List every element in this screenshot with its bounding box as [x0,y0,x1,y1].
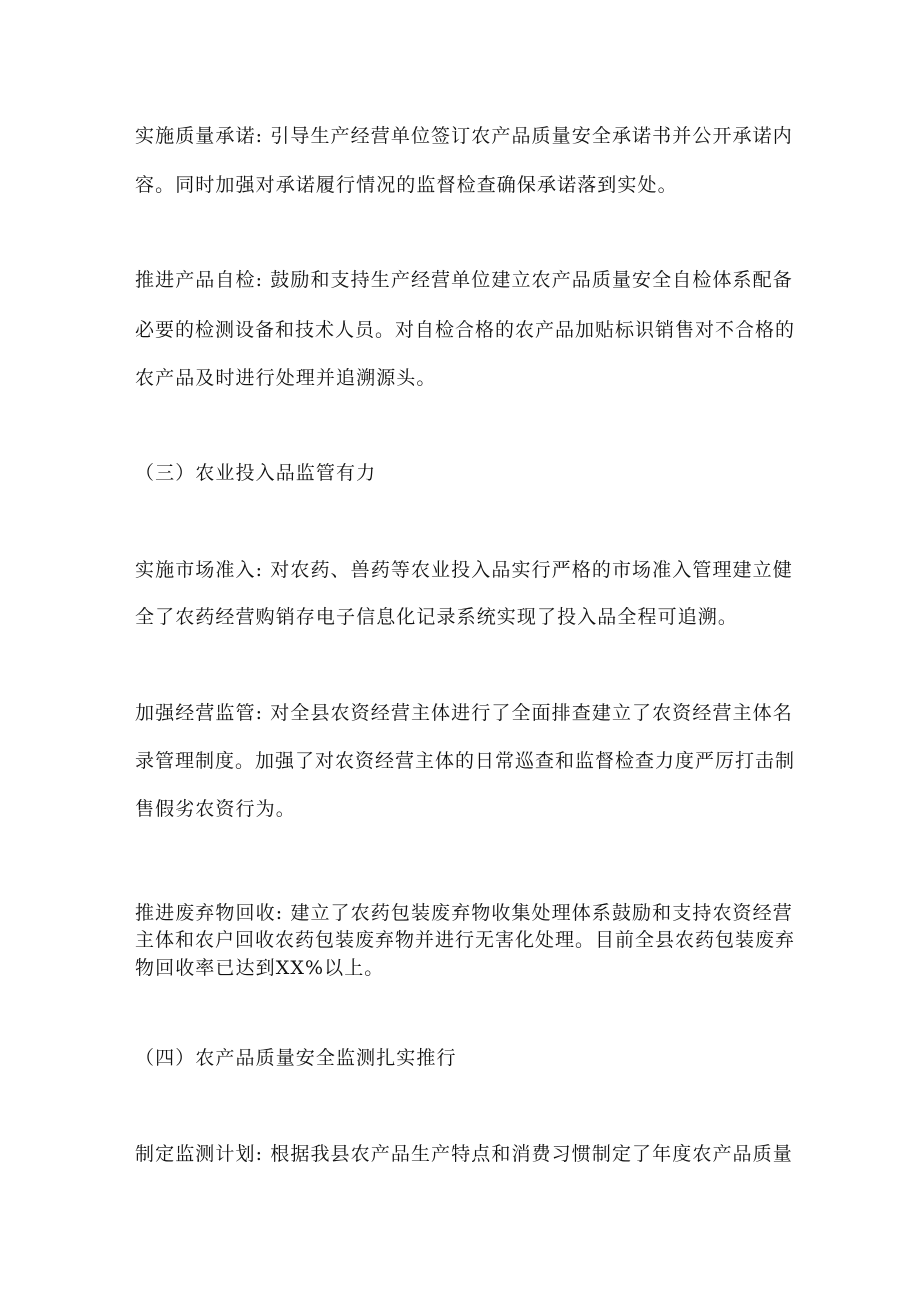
paragraph-business-supervision-line-3: 售假劣农资行为。 [135,798,296,820]
paragraph-waste-recycling-line-1: 推进废弃物回收: 建立了农药包装废弃物收集处理体系鼓励和支持农资经营 [135,902,793,924]
paragraph-quality-commitment-line-1: 实施质量承诺: 引导生产经营单位签订农产品质量安全承诺书并公开承诺内 [135,125,793,147]
section-4-heading: （四）农产品质量安全监测扎实推行 [135,1047,457,1069]
paragraph-self-inspection-line-3: 农产品及时进行处理并追溯源头。 [135,367,437,389]
paragraph-monitoring-plan-line-1: 制定监测计划: 根据我县农产品生产特点和消费习惯制定了年度农产品质量 [135,1143,793,1165]
paragraph-self-inspection-line-2: 必要的检测设备和技术人员。对自检合格的农产品加贴标识销售对不合格的 [135,319,796,341]
paragraph-market-access-line-2: 全了农药经营购销存电子信息化记录系统实现了投入品全程可追溯。 [135,606,739,628]
paragraph-waste-recycling-line-2: 主体和农户回收农药包装废弃物并进行无害化处理。目前全县农药包装废弃 [135,929,796,951]
paragraph-quality-commitment-line-2: 容。同时加强对承诺履行情况的监督检查确保承诺落到实处。 [135,174,678,196]
paragraph-business-supervision-line-2: 录管理制度。加强了对农资经营主体的日常巡查和监督检查力度严厉打击制 [135,750,796,772]
paragraph-market-access-line-1: 实施市场准入: 对农药、兽药等农业投入品实行严格的市场准入管理建立健 [135,559,793,581]
section-3-heading: （三）农业投入品监管有力 [135,462,377,484]
paragraph-self-inspection-line-1: 推进产品自检: 鼓励和支持生产经营单位建立农产品质量安全自检体系配备 [135,269,793,291]
paragraph-business-supervision-line-1: 加强经营监管: 对全县农资经营主体进行了全面排查建立了农资经营主体名 [135,702,793,724]
paragraph-waste-recycling-line-3: 物回收率已达到XX%以上。 [135,957,385,979]
